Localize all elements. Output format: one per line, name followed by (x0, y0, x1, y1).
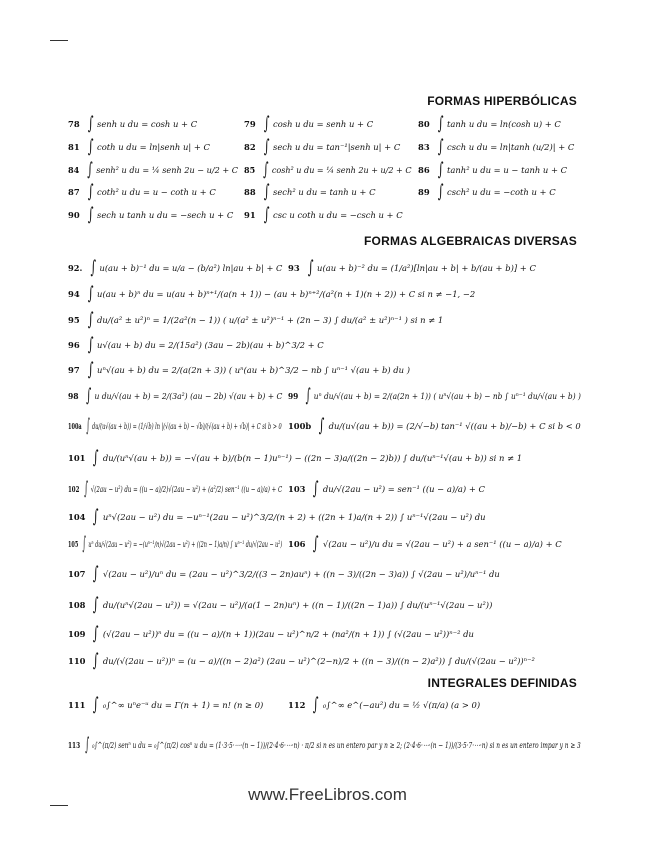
formula-expression: u√(au + b) du = 2/(15a²) (3au − 2b)(au + b)^3/2 + C (97, 340, 324, 350)
formula-expression: u(au + b)⁻¹ du = u/a − (b/a²) ln|au + b| + C (99, 263, 283, 273)
formula-entry (418, 113, 561, 135)
formula-expression: tanh² u du = u − tanh u + C (447, 165, 568, 175)
integral-sign-icon: ∫ (87, 136, 94, 157)
crop-mark-bottom (50, 805, 68, 806)
integral-sign-icon: ∫ (86, 159, 93, 180)
formula-number: 101 (68, 453, 86, 463)
formula-expression: du/(uⁿ√(2au − u²)) = √(2au − u²)/(a(1 − 2n)uⁿ) + ((n − 1)/((2n − 1)a)) ∫ du/(uⁿ⁻¹√(2au − u²)) (102, 600, 493, 610)
formula-expression: (√(2au − u²))ⁿ du = ((u − a)/(n + 1))(2au − u²)^n/2 + (na²/(n + 1)) ∫ (√(2au − u²))ⁿ⁻² du (102, 629, 474, 639)
formula-row (68, 385, 581, 407)
formula-expression: √(2au − u²)/u du = √(2au − u²) + a sen⁻¹ ((u − a)/a) + C (322, 539, 562, 549)
formula-number: 92. (68, 263, 83, 273)
formula-row (68, 257, 581, 279)
formula-expression: √(2au − u²) du = ((u − a)/2)√(2au − u²) + (a²/2) sen⁻¹ ((u − a)/a) + C (90, 484, 283, 494)
integral-sign-icon: ∫ (87, 309, 94, 330)
formula-number: 98 (68, 391, 79, 401)
formula-number: 79 (244, 119, 256, 129)
formula-expression: du/(u√(au + b)) = (1/√b) ln |(√(au + b) − √b)/(√(au + b) + √b)| + C si b > 0 (92, 421, 282, 431)
formula-entry (68, 447, 522, 469)
formula-expression: du/√(2au − u²) = sen⁻¹ ((u − a)/a) + C (322, 484, 485, 494)
integral-sign-icon: ∫ (263, 181, 270, 202)
formula-entry (68, 204, 233, 226)
integral-sign-icon: ∫ (313, 478, 319, 499)
formula-expression: sech u tanh u du = −sech u + C (97, 210, 234, 220)
formula-entry (68, 334, 324, 356)
formula-number: 113 (68, 740, 81, 750)
formula-expression: csch² u du = −coth u + C (447, 187, 556, 197)
formula-entry (418, 181, 556, 203)
formula-entry (68, 283, 475, 305)
integral-sign-icon: ∫ (319, 415, 325, 436)
formula-row (68, 181, 581, 203)
formula-number: 87 (68, 187, 80, 197)
formula-expression: ₀∫^(π/2) senⁿ u du = ₀∫^(π/2) cosⁿ u du = (1·3·5·⋯·(n − 1))/(2·4·6·⋯·n) · π/2 si n es un entero par y n ≥ 2; (2·4·6·⋯·(n − 1))/(3·5·7·⋯·n) si n es un entero impar y n ≥ 3 (92, 740, 581, 750)
formula-expression: du/(√(2au − u²))ⁿ = (u − a)/((n − 2)a²) (2au − u²)^(2−n)/2 + ((n − 3)/((n − 2)a²)) ∫ du/(√(2au − u²))ⁿ⁻² (102, 656, 535, 666)
formula-number: 112 (288, 700, 306, 710)
integral-sign-icon: ∫ (263, 136, 270, 157)
integral-sign-icon: ∫ (93, 594, 99, 615)
formula-number: 102 (68, 484, 80, 494)
formula-expression: du/(a² ± u²)ⁿ = 1/(2a²(n − 1)) ( u/(a² ± u²)ⁿ⁻¹ + (2n − 3) ∫ du/(a² ± u²)ⁿ⁻¹ ) si n ≠ 1 (97, 315, 444, 325)
integral-sign-icon: ∫ (307, 257, 314, 278)
formula-expression: uⁿ du/√(au + b) = 2/(a(2n + 1)) ( uⁿ√(au + b) − nb ∫ uⁿ⁻¹ du/√(au + b) ) (313, 391, 581, 401)
integral-sign-icon: ∫ (93, 447, 99, 468)
formula-entry (288, 257, 536, 279)
formula-expression: sech u du = tan⁻¹|senh u| + C (273, 142, 401, 152)
formula-entry (68, 159, 238, 181)
integral-sign-icon: ∫ (82, 533, 87, 554)
integral-sign-icon: ∫ (262, 159, 269, 180)
formula-row (68, 533, 581, 555)
integral-sign-icon: ∫ (86, 415, 90, 436)
formula-row (68, 159, 581, 181)
formula-entry (68, 385, 282, 407)
formula-number: 85 (244, 165, 256, 175)
formula-expression: senh² u du = ¼ senh 2u − u/2 + C (96, 165, 239, 175)
formula-entry (68, 113, 197, 135)
formula-row (68, 283, 581, 305)
formula-expression: senh u du = cosh u + C (97, 119, 198, 129)
formula-number: 83 (418, 142, 430, 152)
formula-expression: √(2au − u²)/uⁿ du = (2au − u²)^3/2/((3 − 2n)auⁿ) + ((n − 3)/((2n − 3)a)) ∫ √(2au − u²)/uⁿ⁻¹ du (102, 569, 500, 579)
integral-sign-icon: ∫ (313, 694, 319, 715)
formula-entry (288, 694, 480, 716)
formula-number: 97 (68, 365, 80, 375)
integral-sign-icon: ∫ (437, 159, 444, 180)
integral-sign-icon: ∫ (305, 385, 311, 406)
integral-sign-icon: ∫ (85, 385, 91, 406)
formula-row (68, 447, 581, 469)
formula-number: 110 (68, 656, 86, 666)
formula-row (68, 415, 581, 437)
integral-sign-icon: ∫ (93, 563, 99, 584)
formula-entry (68, 650, 535, 672)
formula-number: 89 (418, 187, 430, 197)
formula-row (68, 623, 581, 645)
formula-entry (288, 415, 581, 437)
integral-sign-icon: ∫ (90, 257, 96, 278)
formula-entry (288, 478, 485, 500)
formula-entry (244, 204, 403, 226)
integral-sign-icon: ∫ (87, 334, 94, 355)
integral-sign-icon: ∫ (87, 359, 94, 380)
formula-number: 111 (68, 700, 86, 710)
formula-number: 100b (288, 421, 312, 431)
formula-row (68, 309, 581, 331)
formula-entry (244, 159, 412, 181)
formula-number: 104 (68, 512, 86, 522)
formula-entry (68, 734, 581, 756)
integral-sign-icon: ∫ (87, 113, 94, 134)
formula-expression: tanh u du = ln(cosh u) + C (447, 119, 561, 129)
section-heading-algebraic: FORMAS ALGEBRAICAS DIVERSAS (364, 234, 577, 248)
integral-sign-icon: ∫ (87, 204, 94, 225)
formula-row (68, 563, 581, 585)
formula-entry (288, 385, 581, 407)
footer-url[interactable]: www.FreeLibros.com (248, 785, 407, 804)
formula-expression: coth² u du = u − coth u + C (97, 187, 216, 197)
formula-row (68, 113, 581, 135)
formula-entry (68, 136, 210, 158)
integral-sign-icon: ∫ (263, 204, 270, 225)
formula-expression: cosh u du = senh u + C (273, 119, 374, 129)
integral-sign-icon: ∫ (93, 623, 99, 644)
formula-number: 107 (68, 569, 86, 579)
section-heading-definite: INTEGRALES DEFINIDAS (427, 676, 577, 690)
formula-expression: csch u du = ln|tanh (u/2)| + C (447, 142, 575, 152)
formula-number: 108 (68, 600, 86, 610)
formula-number: 103 (288, 484, 306, 494)
integral-sign-icon: ∫ (437, 113, 444, 134)
formula-entry (68, 563, 500, 585)
formula-expression: du/(uⁿ√(au + b)) = −√(au + b)/(b(n − 1)uⁿ⁻¹) − ((2n − 3)a/((2n − 2)b)) ∫ du/(uⁿ⁻¹√(au + b)) si n ≠ 1 (102, 453, 523, 463)
formula-number: 80 (418, 119, 430, 129)
integral-sign-icon: ∫ (263, 113, 270, 134)
formula-number: 91 (244, 210, 256, 220)
formula-expression: csc u coth u du = −csch u + C (273, 210, 403, 220)
formula-number: 99 (288, 391, 299, 401)
formula-number: 82 (244, 142, 256, 152)
formula-expression: uⁿ√(2au − u²) du = −uⁿ⁻¹(2au − u²)^3/2/(n + 2) + ((2n + 1)a/(n + 2)) ∫ uⁿ⁻¹√(2au − u²) du (102, 512, 486, 522)
formula-entry (418, 159, 567, 181)
formula-expression: ₀∫^∞ uⁿe⁻ᵘ du = Γ(n + 1) = n! (n ≥ 0) (102, 700, 264, 710)
formula-entry (68, 478, 282, 500)
integral-sign-icon: ∫ (84, 478, 89, 499)
integral-sign-icon: ∫ (93, 650, 99, 671)
formula-number: 86 (418, 165, 430, 175)
formula-number: 106 (288, 539, 306, 549)
formula-entry (68, 506, 486, 528)
formula-row (68, 594, 581, 616)
formula-entry (68, 257, 282, 279)
formula-entry (68, 694, 263, 716)
formula-expression: u(au + b)⁻² du = (1/a²)[ln|au + b| + b/(au + b)] + C (317, 263, 536, 273)
integral-sign-icon: ∫ (87, 181, 94, 202)
formula-row (68, 136, 581, 158)
formula-number: 88 (244, 187, 256, 197)
formula-entry (68, 623, 474, 645)
formula-row (68, 650, 581, 672)
formula-number: 105 (68, 539, 79, 549)
formula-row (68, 694, 581, 716)
integral-sign-icon: ∫ (85, 734, 90, 755)
formula-expression: uⁿ√(au + b) du = 2/(a(2n + 3)) ( uⁿ(au + b)^3/2 − nb ∫ uⁿ⁻¹ √(au + b) du ) (97, 365, 410, 375)
formula-entry (68, 533, 282, 555)
formula-expression: cosh² u du = ¼ senh 2u + u/2 + C (271, 165, 412, 175)
integral-sign-icon: ∫ (437, 181, 444, 202)
integral-sign-icon: ∫ (437, 136, 444, 157)
formula-expression: coth u du = ln|senh u| + C (97, 142, 210, 152)
formula-number: 95 (68, 315, 80, 325)
integral-sign-icon: ∫ (93, 506, 99, 527)
integral-sign-icon: ∫ (87, 283, 94, 304)
crop-mark-top (50, 40, 68, 41)
integral-sign-icon: ∫ (93, 694, 99, 715)
formula-expression: uⁿ du/√(2au − u²) = −(uⁿ⁻¹/n)√(2au − u²) + ((2n − 1)a/n) ∫ uⁿ⁻¹ du/√(2au − u²) (88, 539, 283, 549)
formula-number: 109 (68, 629, 86, 639)
formula-expression: du/(u√(au + b)) = (2/√−b) tan⁻¹ √((au + b)/−b) + C si b < 0 (328, 421, 581, 431)
formula-row (68, 506, 581, 528)
formula-expression: u du/√(au + b) = 2/(3a²) (au − 2b) √(au + b) + C (94, 391, 283, 401)
formula-number: 94 (68, 289, 80, 299)
formula-entry (68, 359, 410, 381)
formula-row (68, 478, 581, 500)
formula-entry (68, 181, 216, 203)
formula-entry (244, 136, 400, 158)
formula-entry (68, 594, 492, 616)
formula-number: 100a (68, 421, 82, 431)
formula-entry (68, 309, 443, 331)
formula-number: 93 (288, 263, 300, 273)
integral-sign-icon: ∫ (313, 533, 319, 554)
formula-entry (244, 181, 376, 203)
formula-entry (288, 533, 562, 555)
formula-entry (68, 415, 282, 437)
formula-row (68, 359, 581, 381)
formula-entry (418, 136, 574, 158)
formula-number: 96 (68, 340, 80, 350)
section-heading-hyperbolic: FORMAS HIPERBÓLICAS (427, 94, 577, 108)
formula-row (68, 734, 581, 756)
formula-row (68, 204, 581, 226)
formula-expression: sech² u du = tanh u + C (273, 187, 376, 197)
formula-row (68, 334, 581, 356)
formula-expression: ₀∫^∞ e^(−au²) du = ½ √(π/a) (a > 0) (322, 700, 481, 710)
formula-expression: u(au + b)ⁿ du = u(au + b)ⁿ⁺¹/(a(n + 1)) − (au + b)ⁿ⁺²/(a²(n + 1)(n + 2)) + C si n ≠ −1, −2 (97, 289, 476, 299)
formula-number: 84 (68, 165, 80, 175)
formula-number: 78 (68, 119, 80, 129)
formula-number: 90 (68, 210, 80, 220)
formula-entry (244, 113, 373, 135)
formula-number: 81 (68, 142, 80, 152)
